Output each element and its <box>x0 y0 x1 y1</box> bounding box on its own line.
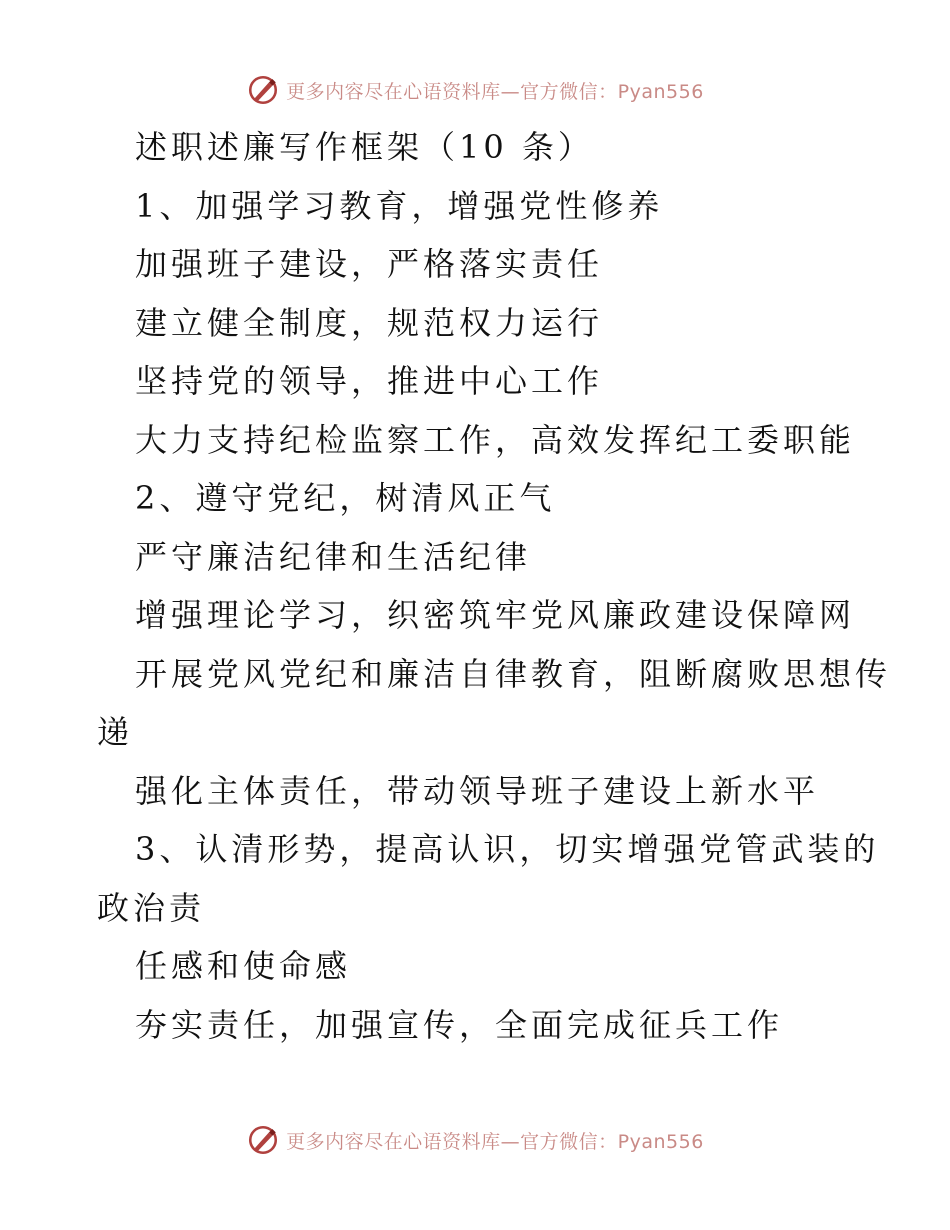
text-line: 增强理论学习，织密筑牢党风廉政建设保障网 <box>135 596 856 634</box>
watermark-footer <box>0 1120 950 1160</box>
pen-logo-icon <box>246 1123 280 1157</box>
text-line: 递 <box>97 713 134 751</box>
watermark-text: 更多内容尽在心语资料库—官方微信：Pyan556 <box>286 80 704 103</box>
text-line: 任感和使命感 <box>135 947 352 985</box>
text-line: 强化主体责任，带动领导班子建设上新水平 <box>135 771 820 810</box>
watermark-header <box>0 70 950 110</box>
text-line: 加强班子建设，严格落实责任 <box>135 245 604 283</box>
document-body <box>0 118 950 1054</box>
watermark-text: 更多内容尽在心语资料库—官方微信：Pyan556 <box>286 1130 704 1153</box>
text-line: 政治责 <box>97 888 206 927</box>
text-line: 开展党风党纪和廉洁自律教育，阻断腐败思想传 <box>135 654 892 693</box>
pen-logo-icon <box>246 73 280 107</box>
text-line: 建立健全制度，规范权力运行 <box>135 303 604 342</box>
text-line: 严守廉洁纪律和生活纪律 <box>135 537 532 576</box>
text-line: 大力支持纪检监察工作，高效发挥纪工委职能 <box>135 420 856 459</box>
text-line: 述职述廉写作框架（10 条） <box>135 128 594 166</box>
text-line: 3、认清形势，提高认识，切实增强党管武装的 <box>135 830 880 868</box>
text-line: 1、加强学习教育，增强党性修养 <box>135 186 664 225</box>
text-line: 2、遵守党纪，树清风正气 <box>135 479 556 517</box>
text-line: 夯实责任，加强宣传，全面完成征兵工作 <box>135 1005 784 1044</box>
text-line: 坚持党的领导，推进中心工作 <box>135 362 604 400</box>
